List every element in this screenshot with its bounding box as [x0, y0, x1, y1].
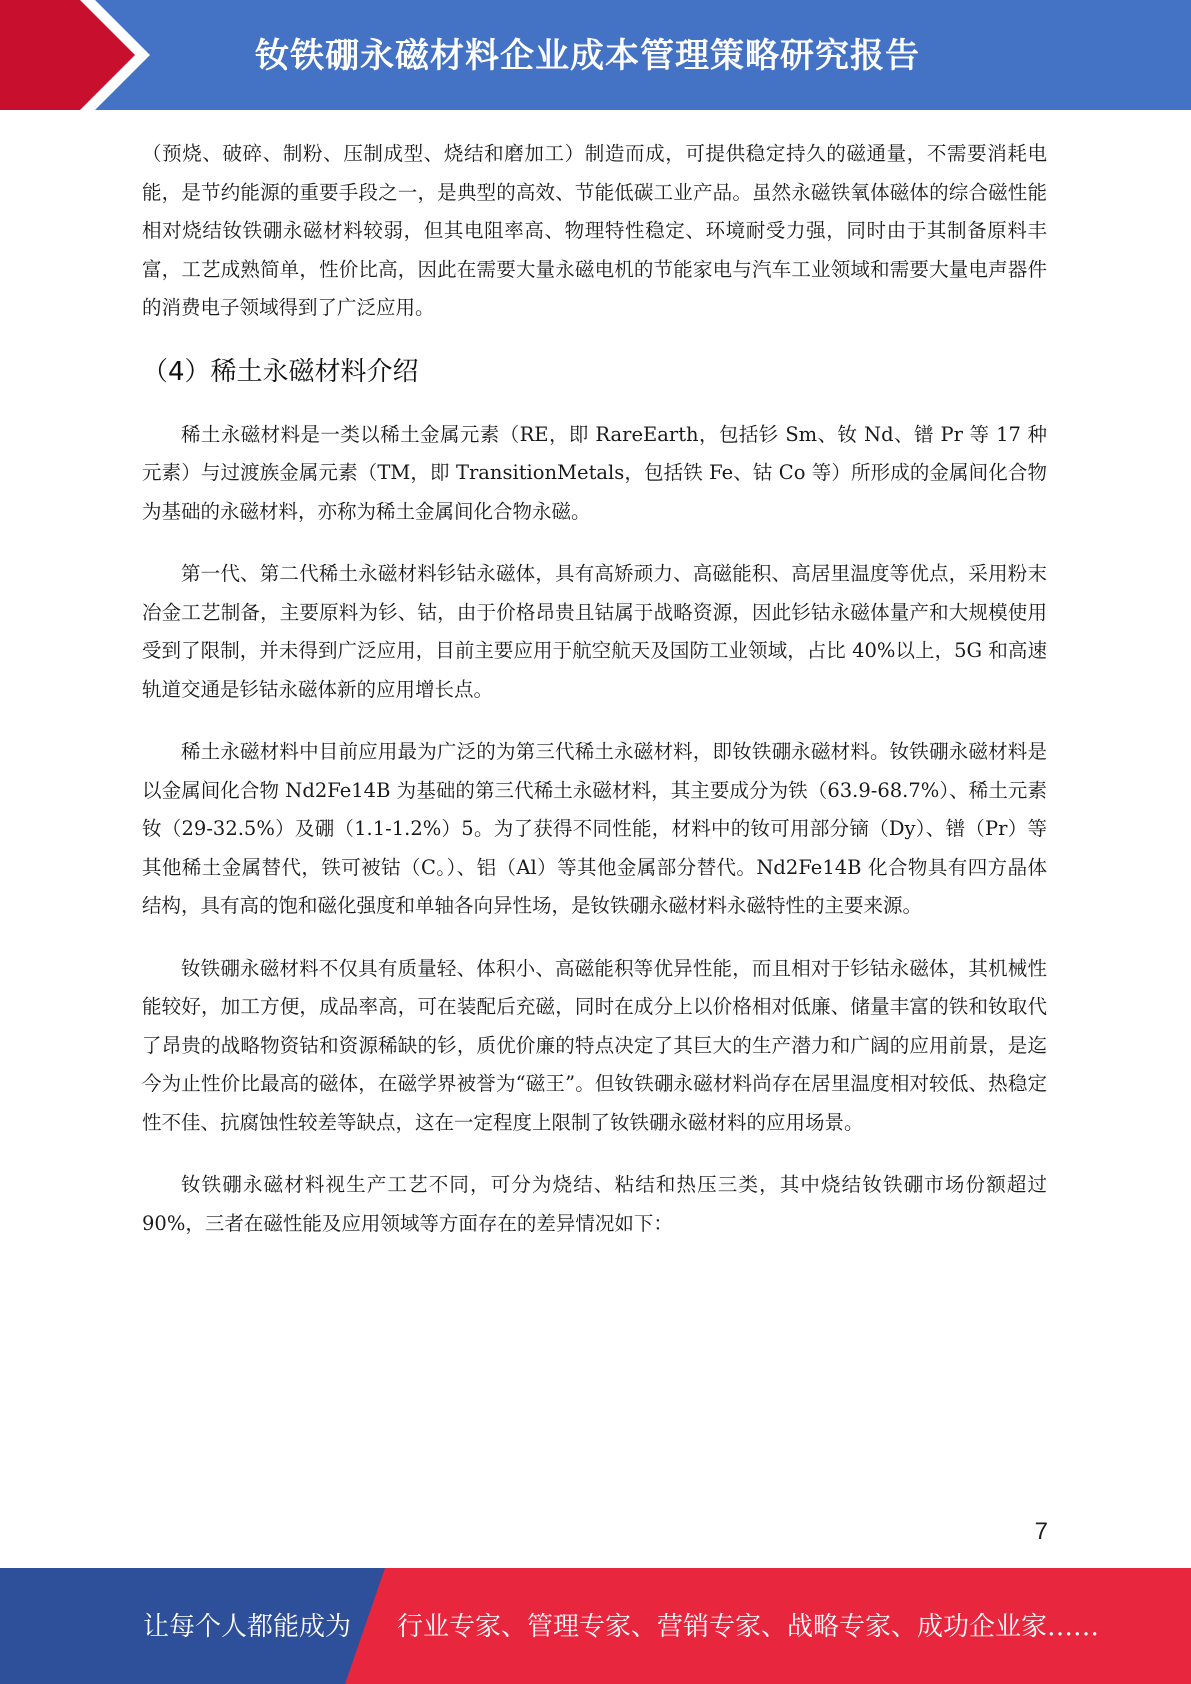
footer-slogan-right: 行业专家、管理专家、营销专家、战略专家、成功企业家……: [397, 1612, 1100, 1642]
page-header: [0, 0, 1191, 110]
paragraph-ndfeb-composition: 稀土永磁材料中目前应用最为广泛的为第三代稀土永磁材料，即钕铁硼永磁材料。钕铁硼永磁材料是以金属间化合物 Nd2Fe14B 为基础的第三代稀土永磁材料，其主要成分为铁（63.9-68.7%）、稀土元素钕（29-32.5%）及硼（1.1-1.2%）5。为了获得不同性能，材料中的钕可用部分镝（Dy）、镨（Pr）等其他稀土金属替代，铁可被钴（C。）、铝（Al）等其他金属部分替代。Nd2Fe14B 化合物具有四方晶体结构，具有高的饱和磁化强度和单轴各向异性场，是钕铁硼永磁材料永磁特性的主要来源。: [142, 740, 1047, 917]
report-title: 钕铁硼永磁材料企业成本管理策略研究报告: [255, 36, 920, 76]
paragraph-samarium-cobalt: 第一代、第二代稀土永磁材料钐钴永磁体，具有高矫顽力、高磁能积、高居里温度等优点，采用粉末冶金工艺制备，主要原料为钐、钴，由于价格昂贵且钴属于战略资源，因此钐钴永磁体量产和大规模使用受到了限制，并未得到广泛应用，目前主要应用于航空航天及国防工业领域，占比 40%以上，5G 和高速轨道交通是钐钴永磁体新的应用增长点。: [142, 562, 1047, 701]
page-footer: [0, 1568, 1191, 1684]
paragraph-ndfeb-types: 钕铁硼永磁材料视生产工艺不同，可分为烧结、粘结和热压三类，其中烧结钕铁硼市场份额超过 90%，三者在磁性能及应用领域等方面存在的差异情况如下：: [142, 1173, 1047, 1235]
document-body: [142, 135, 1047, 1267]
paragraph-rare-earth-intro: 稀土永磁材料是一类以稀土金属元素（RE，即 RareEarth，包括钐 Sm、钕 Nd、镨 Pr 等 17 种元素）与过渡族金属元素（TM，即 TransitionMetals，包括铁 Fe、钴 Co 等）所形成的金属间化合物为基础的永磁材料，亦称为稀土金属间化合物永磁。: [142, 422, 1047, 523]
paragraph-ndfeb-advantages: 钕铁硼永磁材料不仅具有质量轻、体积小、高磁能积等优异性能，而且相对于钐钴永磁体，其机械性能较好，加工方便，成品率高，可在装配后充磁，同时在成分上以价格相对低廉、储量丰富的铁和钕取代了昂贵的战略物资钴和资源稀缺的钐，质优价廉的特点决定了其巨大的生产潜力和广阔的应用前景，是迄今为止性价比最高的磁体，在磁学界被誉为“磁王”。但钕铁硼永磁材料尚存在居里温度相对较低、热稳定性不佳、抗腐蚀性较差等缺点，这在一定程度上限制了钕铁硼永磁材料的应用场景。: [142, 956, 1047, 1134]
footer-slogan-left: 让每个人都能成为: [143, 1612, 352, 1642]
paragraph-continued: （预烧、破碎、制粉、压制成型、烧结和磨加工）制造而成，可提供稳定持久的磁通量，不需要消耗电能，是节约能源的重要手段之一，是典型的高效、节能低碳工业产品。虽然永磁铁氧体磁体的综合磁性能相对烧结钕铁硼永磁材料较弱，但其电阻率高、物理特性稳定、环境耐受力强，同时由于其制备原料丰富，工艺成熟简单，性价比高，因此在需要大量永磁电机的节能家电与汽车工业领域和需要大量电声器件的消费电子领域得到了广泛应用。: [142, 142, 1047, 319]
header-chevron-decoration: [0, 0, 160, 110]
section-heading: （4）稀土永磁材料介绍: [142, 356, 419, 387]
page-number: 7: [1034, 1518, 1048, 1545]
